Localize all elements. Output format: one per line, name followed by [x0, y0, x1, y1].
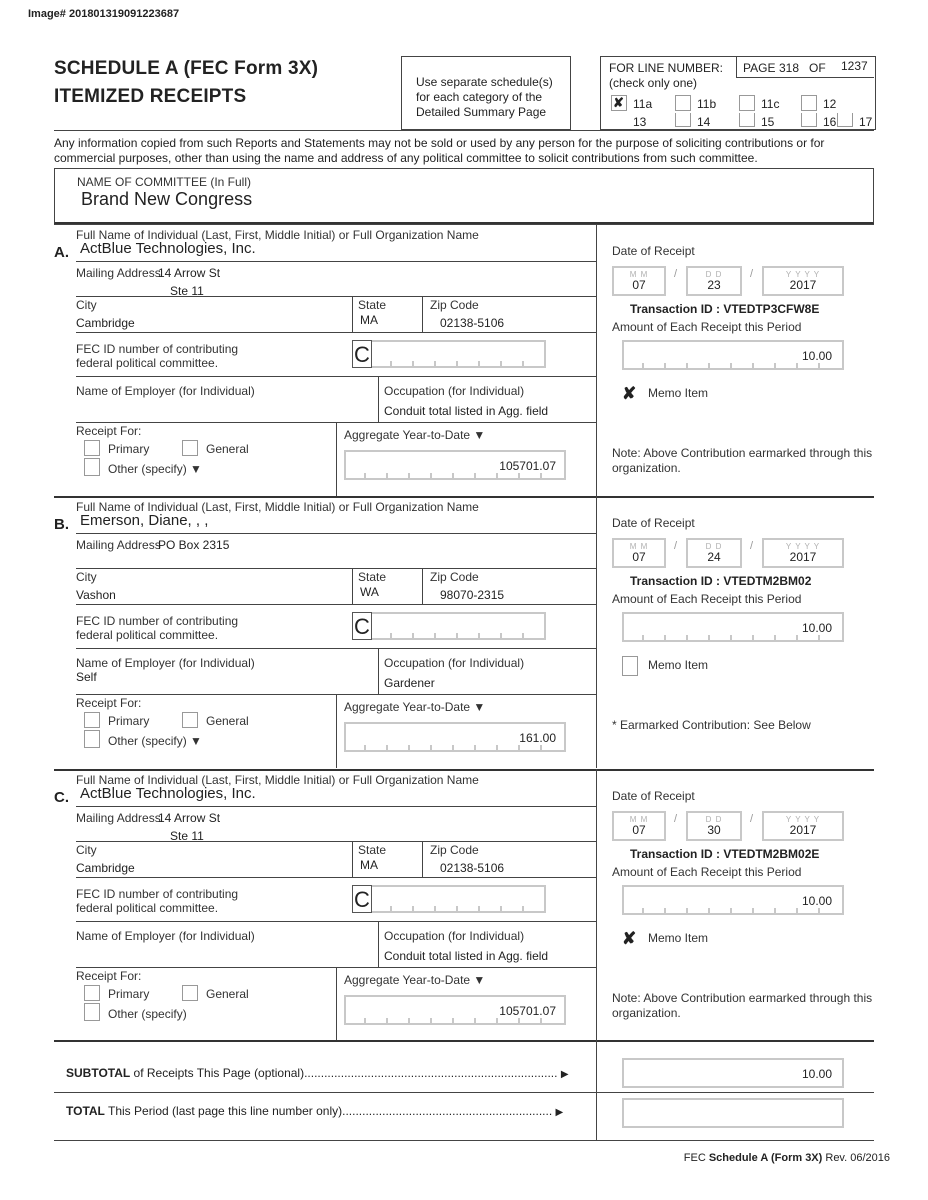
- month-value: 07: [632, 278, 646, 292]
- rule: [422, 568, 423, 604]
- fec-id-label-1: FEC ID number of contributing: [76, 887, 239, 901]
- image-id: Image# 201801319091223687: [28, 8, 180, 20]
- zip-label: Zip Code: [430, 570, 479, 584]
- day-hint: D D: [705, 270, 723, 279]
- memo-label: Memo Item: [648, 658, 709, 672]
- month-hint: M M: [629, 815, 649, 824]
- entry-note: Note: Above Contribution earmarked through this organization.: [612, 446, 873, 475]
- month-hint: M M: [629, 542, 649, 551]
- address-line-1: PO Box 2315: [158, 538, 230, 552]
- rule: [76, 877, 596, 878]
- state-label: State: [358, 843, 387, 857]
- contributor-name: Emerson, Diane, , ,: [80, 512, 209, 529]
- date-slash: /: [674, 268, 678, 280]
- line-15-checkbox[interactable]: [801, 113, 817, 127]
- receipt-year: [762, 538, 844, 568]
- entry-top-rule: [54, 496, 874, 498]
- transaction-id: Transaction ID : VTEDTP3CFW8E: [630, 302, 820, 316]
- memo-label: Memo Item: [648, 931, 709, 945]
- zip-label: Zip Code: [430, 843, 479, 857]
- transaction-id: Transaction ID : VTEDTM2BM02E: [630, 847, 820, 861]
- month-hint: M M: [629, 270, 649, 279]
- receipt-month: [612, 811, 666, 841]
- line-11b-checkbox[interactable]: [675, 95, 691, 111]
- memo-checkbox[interactable]: ✘: [622, 384, 637, 403]
- year-hint: Y Y Y Y: [785, 270, 821, 279]
- rule: [76, 568, 596, 569]
- amount-box: [622, 612, 844, 642]
- receipt-day: [686, 538, 742, 568]
- contributor-name: ActBlue Technologies, Inc.: [80, 785, 256, 802]
- aggregate-value: 105701.07: [499, 459, 556, 473]
- amount-label: Amount of Each Receipt this Period: [612, 592, 802, 606]
- full-name-label: Full Name of Individual (Last, First, Middle Initial) or Full Organization Name: [76, 228, 479, 242]
- rule: [352, 841, 353, 877]
- rule: [378, 648, 379, 694]
- city-value: Vashon: [76, 588, 116, 602]
- memo-label: Memo Item: [648, 386, 709, 400]
- general-checkbox[interactable]: [182, 985, 198, 1001]
- day-value: 24: [707, 550, 721, 564]
- full-name-label: Full Name of Individual (Last, First, Middle Initial) or Full Organization Name: [76, 773, 479, 787]
- fec-id-input[interactable]: [372, 612, 546, 640]
- rule: [352, 296, 353, 332]
- day-hint: D D: [705, 542, 723, 551]
- entry-note: Note: Above Contribution earmarked through this organization.: [612, 991, 873, 1020]
- instructions-line-2: for each category of the: [416, 90, 543, 104]
- line-17-label: 17: [859, 115, 873, 129]
- line-16-checkbox[interactable]: [837, 113, 853, 127]
- rule: [336, 422, 337, 496]
- city-value: Cambridge: [76, 861, 135, 875]
- entry-top-rule: [54, 224, 874, 225]
- zip-label: Zip Code: [430, 298, 479, 312]
- mailing-address-label: Mailing Address: [76, 538, 161, 552]
- address-line-1: 14 Arrow St: [158, 811, 221, 825]
- date-slash: /: [750, 268, 754, 280]
- fec-id-prefix: C: [352, 612, 372, 640]
- date-slash: /: [674, 813, 678, 825]
- entry-letter: C.: [54, 789, 69, 806]
- entry-column-divider: [596, 769, 597, 1041]
- line-13-checkbox[interactable]: [675, 113, 691, 127]
- instructions-box: [401, 56, 571, 130]
- summary-top-rule: [54, 1040, 874, 1042]
- total-label: TOTAL This Period (last page this line number only)............................................................... ▶: [66, 1104, 564, 1118]
- amount-value: 10.00: [801, 621, 832, 635]
- line-11c-checkbox[interactable]: [739, 95, 755, 111]
- primary-checkbox[interactable]: [84, 440, 100, 456]
- receipt-for-label: Receipt For:: [76, 696, 142, 710]
- address-line-1: 14 Arrow St: [158, 266, 221, 280]
- aggregate-label: Aggregate Year-to-Date ▼: [344, 973, 486, 987]
- line-11b-label: 11b: [697, 97, 717, 111]
- aggregate-box: [344, 722, 566, 752]
- aggregate-box: [344, 995, 566, 1025]
- day-value: 23: [707, 278, 721, 292]
- aggregate-label: Aggregate Year-to-Date ▼: [344, 428, 486, 442]
- state-value: MA: [360, 858, 378, 872]
- day-hint: D D: [705, 815, 723, 824]
- amount-box: [622, 885, 844, 915]
- zip-value: 98070-2315: [440, 588, 505, 602]
- summary-divider: [596, 1040, 597, 1140]
- occupation-label: Occupation (for Individual): [384, 656, 525, 670]
- mailing-address-label: Mailing Address: [76, 266, 161, 280]
- general-label: General: [206, 714, 249, 728]
- line-16-label: 16: [823, 115, 837, 129]
- mailing-address-label: Mailing Address: [76, 811, 161, 825]
- check-only-one-label: (check only one): [609, 76, 698, 90]
- amount-value: 10.00: [801, 349, 832, 363]
- city-label: City: [76, 843, 97, 857]
- rule: [76, 533, 596, 534]
- year-value: 2017: [789, 278, 817, 292]
- committee-label: NAME OF COMMITTEE (In Full): [77, 175, 251, 189]
- state-label: State: [358, 298, 387, 312]
- memo-checkbox[interactable]: [622, 656, 638, 676]
- line-14-checkbox[interactable]: [739, 113, 755, 127]
- year-value: 2017: [789, 550, 817, 564]
- full-name-label: Full Name of Individual (Last, First, Middle Initial) or Full Organization Name: [76, 500, 479, 514]
- page-number: 318: [779, 61, 800, 75]
- date-of-receipt-label: Date of Receipt: [612, 516, 695, 530]
- rule: [336, 694, 337, 768]
- rule: [378, 376, 379, 422]
- summary-bottom-rule: [54, 1140, 874, 1141]
- general-label: General: [206, 442, 249, 456]
- memo-checkbox[interactable]: ✘: [622, 929, 637, 948]
- fec-id-prefix: C: [352, 340, 372, 368]
- line-number-box: [600, 56, 876, 130]
- committee-name: Brand New Congress: [81, 189, 253, 209]
- rule: [76, 806, 596, 807]
- rule: [76, 604, 596, 605]
- fec-id-input[interactable]: [372, 885, 546, 913]
- contributor-name: ActBlue Technologies, Inc.: [80, 240, 256, 257]
- receipt-month: [612, 538, 666, 568]
- committee-box: [54, 168, 874, 224]
- address-line-2: Ste 11: [170, 829, 204, 843]
- primary-checkbox[interactable]: [84, 712, 100, 728]
- receipt-year: [762, 811, 844, 841]
- line-11a-checkbox[interactable]: ✘: [611, 95, 627, 111]
- zip-value: 02138-5106: [440, 316, 505, 330]
- occupation-value: Conduit total listed in Agg. field: [384, 949, 549, 963]
- rule: [76, 648, 596, 649]
- receipt-day: [686, 811, 742, 841]
- form-title: SCHEDULE A (FEC Form 3X): [54, 58, 319, 79]
- date-slash: /: [750, 540, 754, 552]
- entry-column-divider: [596, 496, 597, 768]
- employer-label: Name of Employer (for Individual): [76, 656, 255, 670]
- aggregate-value: 105701.07: [499, 1004, 556, 1018]
- rule: [76, 921, 596, 922]
- notice-top-rule: [54, 130, 874, 131]
- rule: [422, 296, 423, 332]
- entry-letter: B.: [54, 516, 69, 533]
- amount-box: [622, 340, 844, 370]
- zip-value: 02138-5106: [440, 861, 505, 875]
- line-11c-label: 11c: [761, 97, 780, 111]
- line-12-checkbox[interactable]: [801, 95, 817, 111]
- other-label: Other (specify): [108, 1007, 187, 1021]
- line-15-label: 15: [761, 115, 775, 129]
- rule: [76, 376, 596, 377]
- aggregate-value: 161.00: [519, 731, 556, 745]
- fec-id-label-2: federal political committee.: [76, 628, 219, 642]
- other-checkbox[interactable]: [84, 458, 100, 476]
- month-value: 07: [632, 550, 646, 564]
- entry-column-divider: [596, 224, 597, 496]
- total-amount-box: [622, 1098, 844, 1128]
- receipt-month: [612, 266, 666, 296]
- city-value: Cambridge: [76, 316, 135, 330]
- rule: [378, 921, 379, 967]
- city-label: City: [76, 298, 97, 312]
- line-11a-label: 11a: [633, 97, 653, 111]
- occupation-label: Occupation (for Individual): [384, 929, 525, 943]
- year-hint: Y Y Y Y: [785, 815, 821, 824]
- aggregate-box: [344, 450, 566, 480]
- other-label: Other (specify) ▼: [108, 462, 202, 476]
- date-of-receipt-label: Date of Receipt: [612, 789, 695, 803]
- rule: [76, 261, 596, 262]
- occupation-value: Gardener: [384, 676, 435, 690]
- employer-value: Self: [76, 670, 97, 684]
- address-line-2: Ste 11: [170, 284, 204, 298]
- form-footer: FEC Schedule A (Form 3X) Rev. 06/2016: [683, 1152, 890, 1164]
- occupation-label: Occupation (for Individual): [384, 384, 525, 398]
- fec-id-prefix: C: [352, 885, 372, 913]
- receipt-year: [762, 266, 844, 296]
- amount-label: Amount of Each Receipt this Period: [612, 320, 802, 334]
- receipt-for-label: Receipt For:: [76, 969, 142, 983]
- primary-checkbox[interactable]: [84, 985, 100, 1001]
- usage-notice: Any information copied from such Reports and Statements may not be sold or used by any person for the purpose of soliciting contributions or for commercial purposes, other than using the name and address of any political committee to solicit contributions from such committee.: [54, 136, 825, 165]
- year-value: 2017: [789, 823, 817, 837]
- general-checkbox[interactable]: [182, 712, 198, 728]
- receipt-day: [686, 266, 742, 296]
- fec-id-label-2: federal political committee.: [76, 356, 219, 370]
- summary-mid-rule: [54, 1092, 874, 1093]
- instructions-line-1: Use separate schedule(s): [416, 75, 553, 89]
- fec-id-label-2: federal political committee.: [76, 901, 219, 915]
- of-label: OF: [809, 61, 826, 75]
- primary-label: Primary: [108, 714, 150, 728]
- employer-label: Name of Employer (for Individual): [76, 929, 255, 943]
- state-value: WA: [360, 585, 379, 599]
- entry-letter: A.: [54, 244, 69, 261]
- entry-note: * Earmarked Contribution: See Below: [612, 718, 811, 732]
- page-label: PAGE: [743, 61, 776, 75]
- for-line-number-label: FOR LINE NUMBER:: [609, 61, 724, 75]
- line-13-label: 13: [633, 115, 647, 129]
- general-checkbox[interactable]: [182, 440, 198, 456]
- line-14-label: 14: [697, 115, 711, 129]
- other-checkbox[interactable]: [84, 1003, 100, 1021]
- primary-label: Primary: [108, 442, 150, 456]
- other-label: Other (specify) ▼: [108, 734, 202, 748]
- page-total: 1237: [841, 59, 868, 73]
- line-12-label: 12: [823, 97, 837, 111]
- rule: [76, 332, 596, 333]
- state-label: State: [358, 570, 387, 584]
- other-checkbox[interactable]: [84, 730, 100, 748]
- employer-label: Name of Employer (for Individual): [76, 384, 255, 398]
- subtotal-amount: 10.00: [801, 1067, 832, 1081]
- amount-value: 10.00: [801, 894, 832, 908]
- rule: [336, 967, 337, 1041]
- rule: [422, 841, 423, 877]
- date-of-receipt-label: Date of Receipt: [612, 244, 695, 258]
- occupation-value: Conduit total listed in Agg. field: [384, 404, 549, 418]
- rule: [76, 296, 596, 297]
- month-value: 07: [632, 823, 646, 837]
- instructions-line-3: Detailed Summary Page: [416, 105, 547, 119]
- form-subtitle: ITEMIZED RECEIPTS: [54, 86, 247, 107]
- amount-label: Amount of Each Receipt this Period: [612, 865, 802, 879]
- aggregate-label: Aggregate Year-to-Date ▼: [344, 700, 486, 714]
- subtotal-label: SUBTOTAL of Receipts This Page (optional)............................................................................ ▶: [66, 1066, 569, 1080]
- year-hint: Y Y Y Y: [785, 542, 821, 551]
- entry-top-rule: [54, 769, 874, 771]
- day-value: 30: [707, 823, 721, 837]
- state-value: MA: [360, 313, 378, 327]
- page-indicator: [736, 57, 874, 78]
- general-label: General: [206, 987, 249, 1001]
- rule: [76, 841, 596, 842]
- city-label: City: [76, 570, 97, 584]
- subtotal-amount-box: [622, 1058, 844, 1088]
- date-slash: /: [750, 813, 754, 825]
- receipt-for-label: Receipt For:: [76, 424, 142, 438]
- rule: [352, 568, 353, 604]
- fec-id-input[interactable]: [372, 340, 546, 368]
- fec-id-label-1: FEC ID number of contributing: [76, 342, 239, 356]
- date-slash: /: [674, 540, 678, 552]
- primary-label: Primary: [108, 987, 150, 1001]
- transaction-id: Transaction ID : VTEDTM2BM02: [630, 574, 812, 588]
- fec-id-label-1: FEC ID number of contributing: [76, 614, 239, 628]
